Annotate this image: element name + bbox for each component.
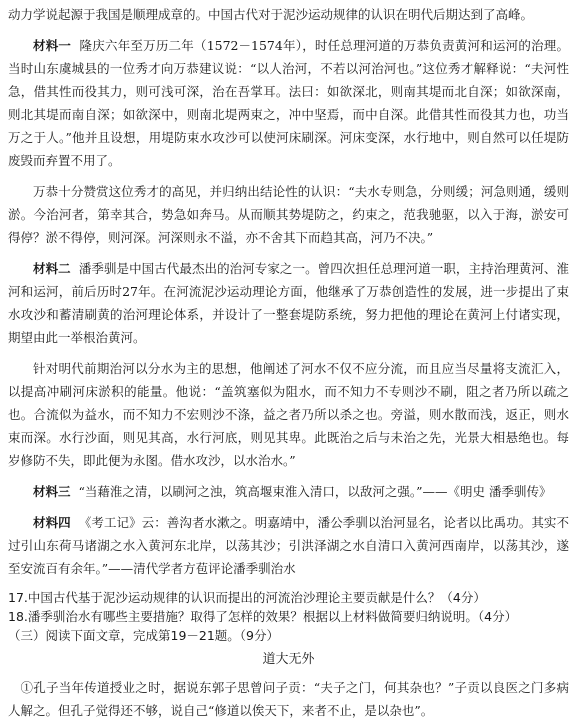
material-3-label: 材料三 <box>33 484 71 499</box>
material-1-para-1 <box>8 34 569 172</box>
material-2-text-1: 潘季驯是中国古代最杰出的治河专家之一。曾四次担任总理河道一职，主持治理黄河、淮河和运河，前后历时27年。在河流泥沙运动理论方面，他继承了万恭创造性的发展，进一步提出了束水攻沙和蓄清刷黄的治河理论体系，并设计了一整套堤防系统，努力把他的理论在黄河上付诸实现，期望由此一举根治黄河。 <box>8 261 569 345</box>
material-4-text: 《考工记》云：善沟者水漱之。明嘉靖中，潘公季驯以治河显名，论者以比禹功。其实不过引山东荷马诸湖之水入黄河东北岸，以荡其沙；引洪泽湖之水自清口入黄河西南岸，以荡其沙，遂至安流百有余年。”——清代学者方苞评论潘季驯治水 <box>8 515 569 576</box>
material-3-para <box>8 480 569 503</box>
article-para-1: ①孔子当年传道授业之时，据说东郭子思曾问子贡：“夫子之门，何其杂也？”子贡以良医之门多病人解之。但孔子觉得还不够，说自己“修道以俟天下，来者不止，是以杂也”。 <box>8 680 569 718</box>
top-line: 动力学说起源于我国是顺理成章的。中国古代对于泥沙运动规律的认识在明代后期达到了高峰。 <box>8 7 534 22</box>
material-4-label: 材料四 <box>33 515 71 530</box>
material-3-text: “当藉淮之清，以刷河之浊，筑高堰束淮入清口，以敌河之强。”——《明史 潘季驯传》 <box>78 484 552 499</box>
question-18: 18.潘季驯治水有哪些主要措施？取得了怎样的效果？根据以上材料做简要归纳说明。（4分） <box>8 609 518 624</box>
question-17: 17.中国古代基于泥沙运动规律的认识而提出的河流治沙理论主要贡献是什么？（4分） <box>8 590 486 605</box>
material-1-para-2: 万恭十分赞赏这位秀才的高见，并归纳出结论性的认识：“夫水专则急，分则缓；河急则通，缓则淤。今治河者，第幸其合，势急如奔马。从而顺其势堤防之，约束之，范我驰驱，以入于海，淤安可得停？淤不得停，则河深。河深则永不溢，亦不舍其下而趋其高，河乃不决。” <box>8 184 569 245</box>
material-1-label: 材料一 <box>33 38 72 53</box>
material-2-para-1 <box>8 257 569 349</box>
material-4-para <box>8 511 569 580</box>
material-2-label: 材料二 <box>33 261 71 276</box>
material-1-text-1: 隆庆六年至万历二年（1572－1574年），时任总理河道的万恭负责黄河和运河的治理。当时山东虞城县的一位秀才向万恭建议说：“以人治河，不若以河治河也。”这位秀才解释说：“夫河性急，借其性而役其力，则可浅可深，治在吾掌耳。法曰：如欲深北，则南其堤而北自深；如欲深南，则北其堤而南自深；如欲深中，则南北堤两束之，冲中坚焉，而中自深。此借其性而役其力也，功当万之于人。”他并且设想，用堤防束水攻沙可以使河床刷深。河床变深，水行地中，则自然可以任堤防废毁而弃置不用了。 <box>8 38 570 168</box>
article-title: 道大无外 <box>262 652 315 667</box>
section-heading: （三）阅读下面文章，完成第19－21题。（9分） <box>8 628 280 643</box>
material-2-para-2: 针对明代前期治河以分水为主的思想，他阐述了河水不仅不应分流，而且应当尽量将支流汇入，以提高冲刷河床淤积的能量。他说：“盖筑塞似为阻水，而不知力不专则沙不刷，阻之者乃所以疏之也。合流似为益水，而不知力不宏则沙不涤，益之者乃所以杀之也。旁溢，则水散而浅，返正，则水束而深。水行沙面，则见其高，水行河底，则见其卑。此既治之后与未治之先，光景大相悬绝也。每岁修防不失，即此便为永图。借水攻沙，以水治水。” <box>8 361 569 468</box>
